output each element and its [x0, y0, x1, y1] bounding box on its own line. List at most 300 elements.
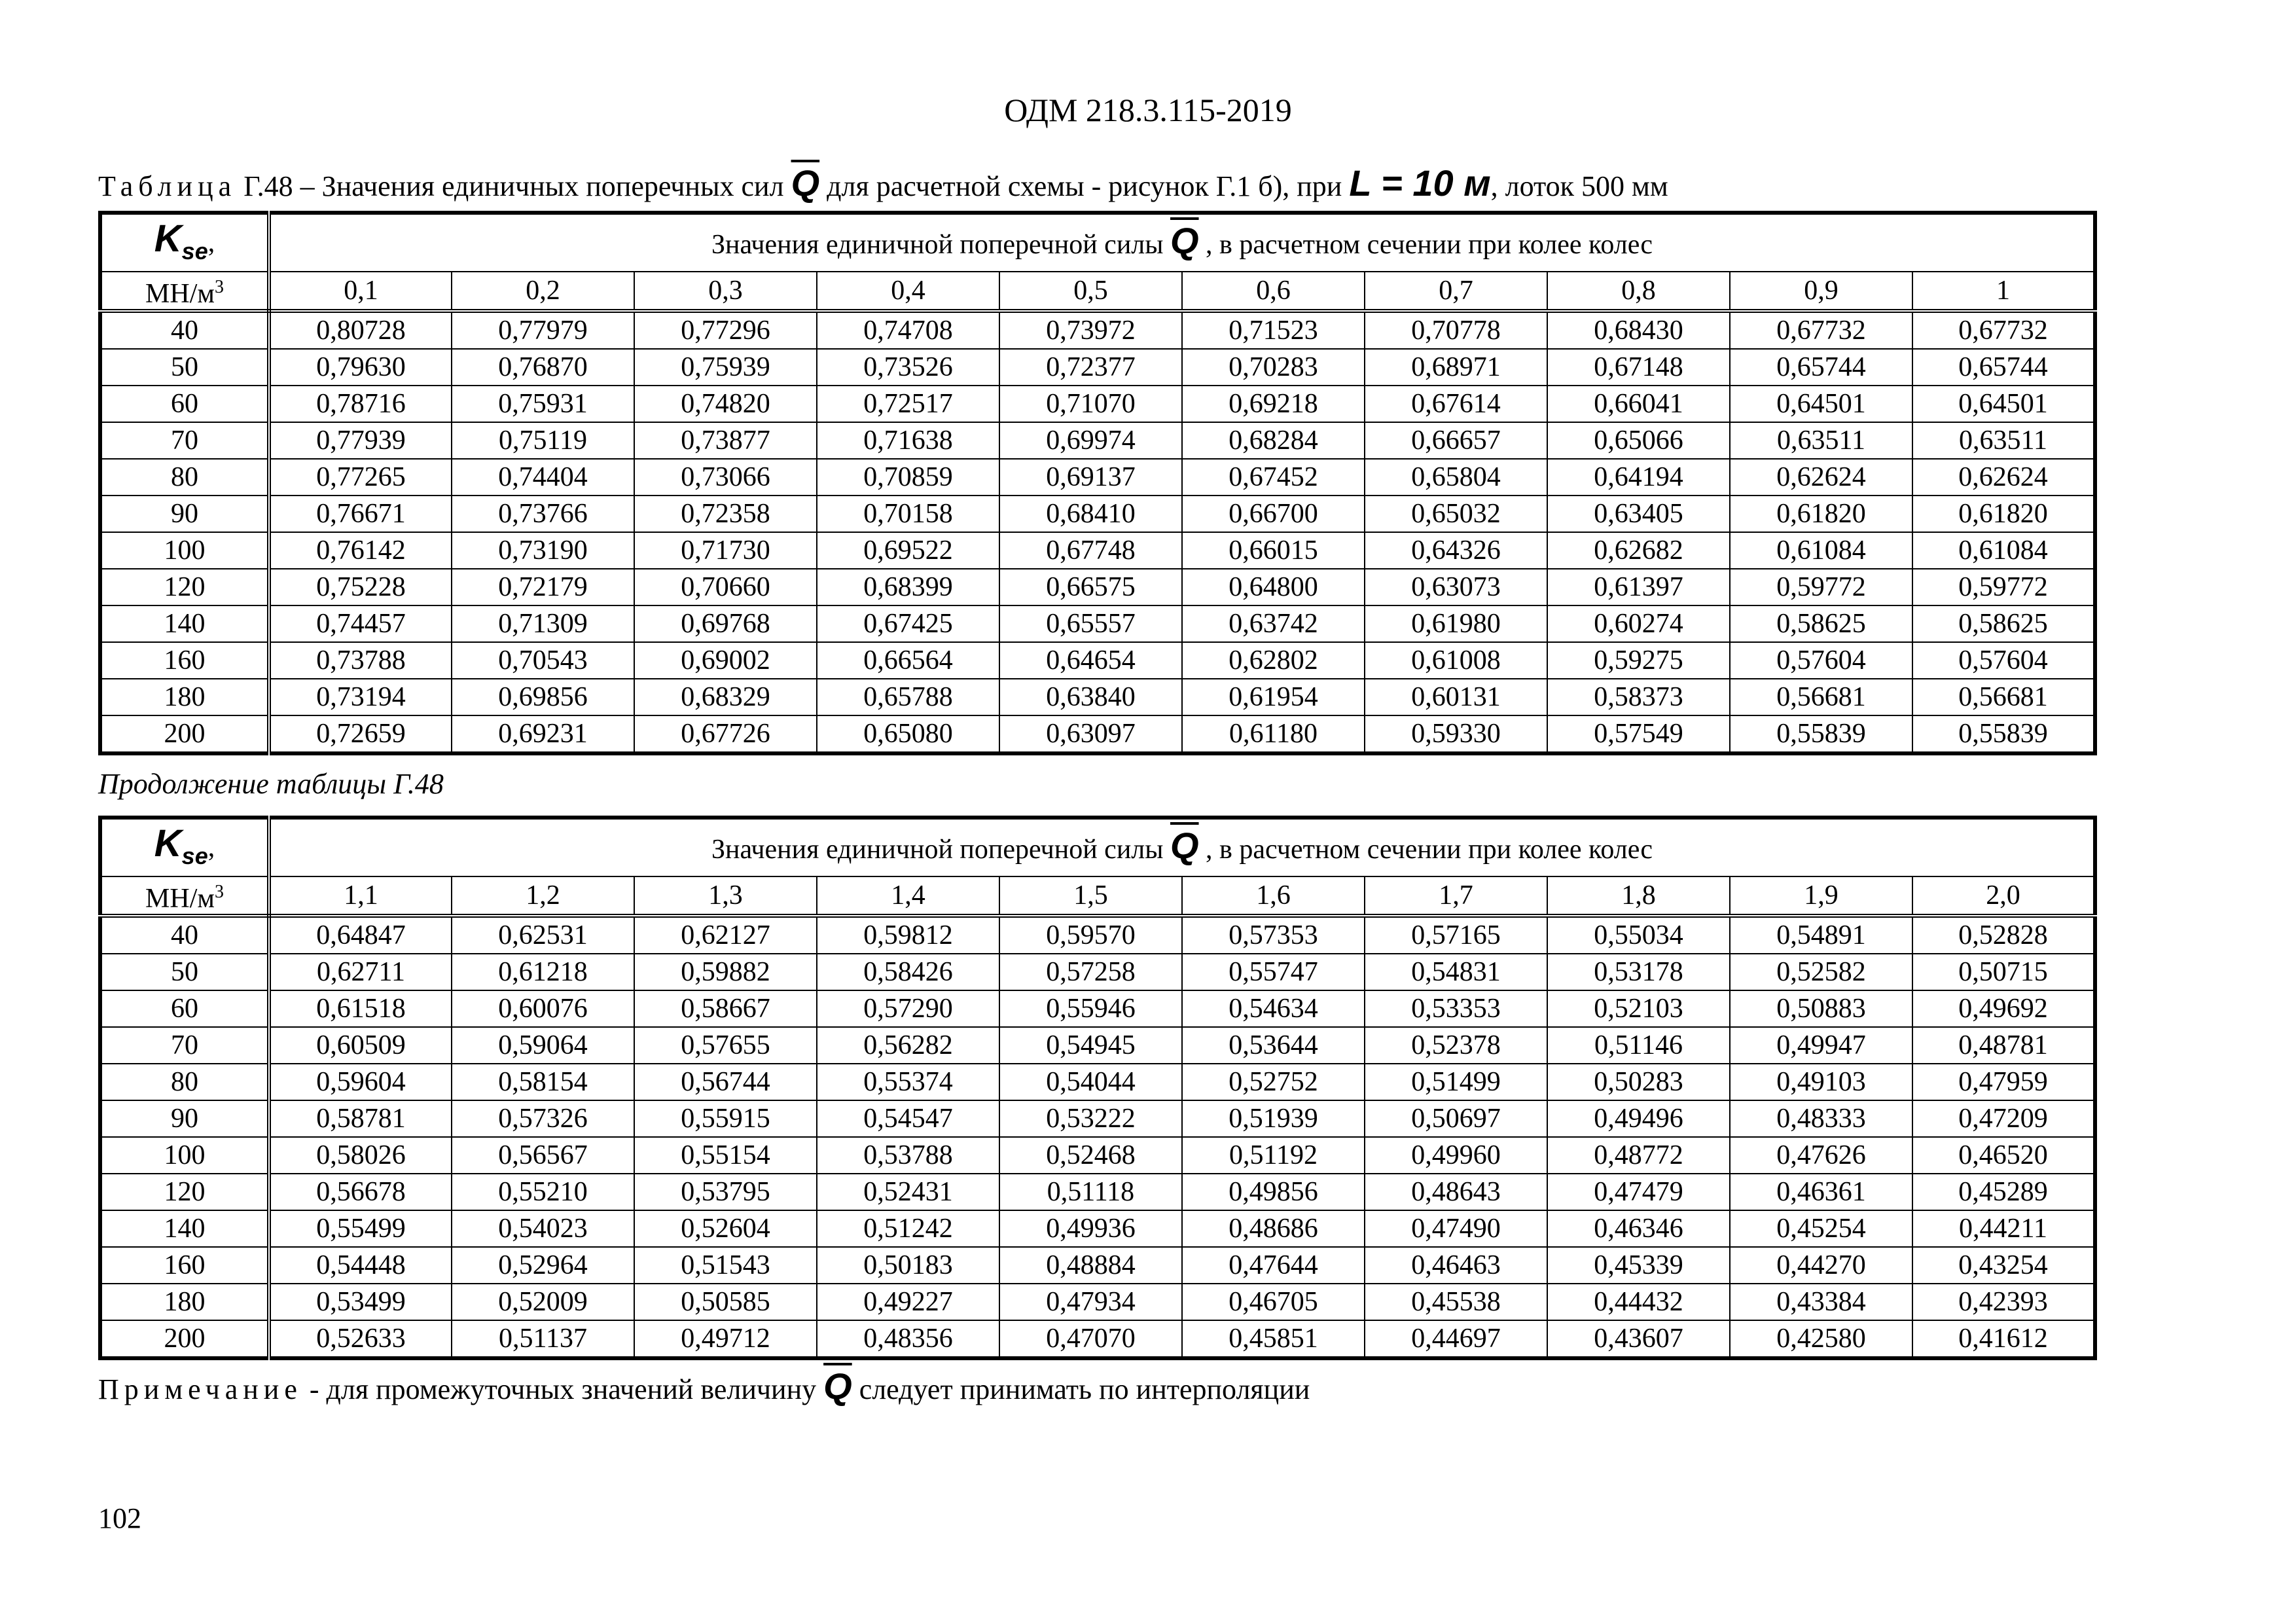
table-cell: 0,73190 [452, 532, 634, 569]
table-row [100, 715, 2095, 753]
note-label: Примечание [98, 1373, 302, 1405]
table-cell: 0,68410 [999, 496, 1182, 532]
table-cell: 0,62711 [269, 954, 452, 990]
span-header-q-symbol: $\overline{Q}$ [1170, 220, 1199, 261]
column-header: 1,4 [817, 876, 999, 916]
table-row [100, 1247, 2095, 1284]
table-cell: 0,79630 [269, 349, 452, 386]
table-cell: 0,42580 [1730, 1320, 1912, 1358]
table-cell: 0,45851 [1182, 1320, 1365, 1358]
k-symbol-cell [100, 818, 269, 876]
table-cell: 0,64194 [1547, 459, 1730, 496]
table-cell: 0,57604 [1912, 642, 2095, 679]
column-header: 1,9 [1730, 876, 1912, 916]
column-header: 0,4 [817, 272, 999, 311]
table-cell: 0,72179 [452, 569, 634, 605]
table-cell: 0,67452 [1182, 459, 1365, 496]
table-cell: 0,52604 [634, 1210, 817, 1247]
table-cell: 0,52009 [452, 1284, 634, 1320]
table-cell: 0,64501 [1912, 386, 2095, 422]
table-cell: 0,51146 [1547, 1027, 1730, 1064]
header-row-span [100, 818, 2095, 876]
table-cell: 0,59064 [452, 1027, 634, 1064]
table-cell: 0,71523 [1182, 311, 1365, 349]
caption-table-word: Таблица [98, 170, 237, 202]
row-k-value: 100 [100, 532, 269, 569]
k-comma: , [207, 833, 215, 863]
table-cell: 0,56681 [1730, 679, 1912, 715]
table-cell: 0,54891 [1730, 916, 1912, 954]
table-cell: 0,52964 [452, 1247, 634, 1284]
table-cell: 0,63742 [1182, 605, 1365, 642]
table-cell: 0,78716 [269, 386, 452, 422]
table-cell: 0,64800 [1182, 569, 1365, 605]
table-row [100, 1320, 2095, 1358]
table-row [100, 1027, 2095, 1064]
row-k-value: 40 [100, 311, 269, 349]
table-cell: 0,47479 [1547, 1174, 1730, 1210]
table-row [100, 386, 2095, 422]
k-unit-cell [100, 272, 269, 311]
table-cell: 0,61008 [1365, 642, 1547, 679]
table-cell: 0,59330 [1365, 715, 1547, 753]
table-cell: 0,61218 [452, 954, 634, 990]
span-header-text-after: , в расчетном сечении при колее колес [1206, 230, 1653, 260]
table-cell: 0,61084 [1730, 532, 1912, 569]
table-cell: 0,53353 [1365, 990, 1547, 1027]
table-cell: 0,59570 [999, 916, 1182, 954]
table-cell: 0,52378 [1365, 1027, 1547, 1064]
table-cell: 0,43607 [1547, 1320, 1730, 1358]
table-cell: 0,43254 [1912, 1247, 2095, 1284]
table-cell: 0,70158 [817, 496, 999, 532]
row-k-value: 90 [100, 496, 269, 532]
row-k-value: 60 [100, 990, 269, 1027]
column-header: 0,3 [634, 272, 817, 311]
table-cell: 0,62802 [1182, 642, 1365, 679]
table-row [100, 679, 2095, 715]
table-cell: 0,51242 [817, 1210, 999, 1247]
table-cell: 0,61180 [1182, 715, 1365, 753]
table-cell: 0,71070 [999, 386, 1182, 422]
column-header: 0,7 [1365, 272, 1547, 311]
table-cell: 0,80728 [269, 311, 452, 349]
table-cell: 0,48781 [1912, 1027, 2095, 1064]
column-header: 1,7 [1365, 876, 1547, 916]
table-cell: 0,72659 [269, 715, 452, 753]
table-row [100, 311, 2095, 349]
table-cell: 0,63097 [999, 715, 1182, 753]
table-cell: 0,65557 [999, 605, 1182, 642]
table-cell: 0,46520 [1912, 1137, 2095, 1174]
row-k-value: 120 [100, 569, 269, 605]
table-cell: 0,67748 [999, 532, 1182, 569]
table-cell: 0,71309 [452, 605, 634, 642]
table-cell: 0,57604 [1730, 642, 1912, 679]
table-cell: 0,69856 [452, 679, 634, 715]
table-cell: 0,63073 [1365, 569, 1547, 605]
table-cell: 0,61820 [1730, 496, 1912, 532]
table-cell: 0,66041 [1547, 386, 1730, 422]
table-cell: 0,59772 [1730, 569, 1912, 605]
table-cell: 0,46361 [1730, 1174, 1912, 1210]
table-row [100, 990, 2095, 1027]
table-cell: 0,72517 [817, 386, 999, 422]
table-cell: 0,50183 [817, 1247, 999, 1284]
table-cell: 0,44697 [1365, 1320, 1547, 1358]
k-subscript: se [181, 842, 208, 869]
table-cell: 0,73194 [269, 679, 452, 715]
column-header: 1 [1912, 272, 2095, 311]
table-cell: 0,52431 [817, 1174, 999, 1210]
row-k-value: 200 [100, 1320, 269, 1358]
table-cell: 0,55210 [452, 1174, 634, 1210]
table-cell: 0,53178 [1547, 954, 1730, 990]
table-cell: 0,51499 [1365, 1064, 1547, 1100]
table-cell: 0,70283 [1182, 349, 1365, 386]
table-cell: 0,65788 [817, 679, 999, 715]
table-row [100, 459, 2095, 496]
table-cell: 0,51543 [634, 1247, 817, 1284]
table-cell: 0,61980 [1365, 605, 1547, 642]
table-cell: 0,49856 [1182, 1174, 1365, 1210]
table-cell: 0,50585 [634, 1284, 817, 1320]
table-cell: 0,54945 [999, 1027, 1182, 1064]
table-cell: 0,45289 [1912, 1174, 2095, 1210]
table-cell: 0,50715 [1912, 954, 2095, 990]
table-row [100, 954, 2095, 990]
column-header: 1,3 [634, 876, 817, 916]
table-cell: 0,49712 [634, 1320, 817, 1358]
table-cell: 0,64847 [269, 916, 452, 954]
table-row [100, 1210, 2095, 1247]
table-cell: 0,73972 [999, 311, 1182, 349]
k-unit: МН/м [145, 279, 215, 309]
table-cell: 0,67726 [634, 715, 817, 753]
table-cell: 0,65744 [1730, 349, 1912, 386]
table-row [100, 569, 2095, 605]
table-caption [98, 164, 1668, 206]
table-cell: 0,65804 [1365, 459, 1547, 496]
table-cell: 0,45254 [1730, 1210, 1912, 1247]
table-row [100, 916, 2095, 954]
table-row [100, 1174, 2095, 1210]
table-cell: 0,68430 [1547, 311, 1730, 349]
column-header: 0,1 [269, 272, 452, 311]
table-cell: 0,52103 [1547, 990, 1730, 1027]
table-cell: 0,56681 [1912, 679, 2095, 715]
table-row [100, 349, 2095, 386]
table-cell: 0,66564 [817, 642, 999, 679]
table-cell: 0,75119 [452, 422, 634, 459]
table-cell: 0,54023 [452, 1210, 634, 1247]
table-cell: 0,70543 [452, 642, 634, 679]
k-symbol: K [154, 822, 182, 865]
column-header: 2,0 [1912, 876, 2095, 916]
table-cell: 0,61518 [269, 990, 452, 1027]
table-cell: 0,57353 [1182, 916, 1365, 954]
table-cell: 0,63511 [1912, 422, 2095, 459]
table-cell: 0,51137 [452, 1320, 634, 1358]
table-cell: 0,49936 [999, 1210, 1182, 1247]
span-header-text-before: Значения единичной поперечной силы [711, 230, 1164, 260]
data-table-2 [98, 816, 2097, 1360]
table-cell: 0,47490 [1365, 1210, 1547, 1247]
table-cell: 0,69522 [817, 532, 999, 569]
table-cell: 0,73788 [269, 642, 452, 679]
table-cell: 0,67732 [1730, 311, 1912, 349]
table-cell: 0,69768 [634, 605, 817, 642]
table-cell: 0,54831 [1365, 954, 1547, 990]
k-unit-sup: 3 [214, 882, 224, 902]
table-cell: 0,47934 [999, 1284, 1182, 1320]
table-cell: 0,46346 [1547, 1210, 1730, 1247]
table-cell: 0,62682 [1547, 532, 1730, 569]
table-cell: 0,77265 [269, 459, 452, 496]
table-cell: 0,53795 [634, 1174, 817, 1210]
table-cell: 0,65066 [1547, 422, 1730, 459]
table-cell: 0,53499 [269, 1284, 452, 1320]
table-cell: 0,71638 [817, 422, 999, 459]
table-cell: 0,54448 [269, 1247, 452, 1284]
column-header: 1,5 [999, 876, 1182, 916]
table-cell: 0,57290 [817, 990, 999, 1027]
data-table-1 [98, 211, 2097, 755]
table-cell: 0,66657 [1365, 422, 1547, 459]
table-cell: 0,75228 [269, 569, 452, 605]
span-header [269, 213, 2095, 272]
table-cell: 0,68284 [1182, 422, 1365, 459]
table-row [100, 1100, 2095, 1137]
document-code-header: ОДМ 218.3.115-2019 [1004, 92, 1292, 128]
row-k-value: 70 [100, 422, 269, 459]
table-cell: 0,71730 [634, 532, 817, 569]
table-cell: 0,65080 [817, 715, 999, 753]
table-cell: 0,51939 [1182, 1100, 1365, 1137]
row-k-value: 70 [100, 1027, 269, 1064]
row-k-value: 80 [100, 459, 269, 496]
table-row [100, 422, 2095, 459]
table-cell: 0,77296 [634, 311, 817, 349]
table-row [100, 496, 2095, 532]
table-cell: 0,54547 [817, 1100, 999, 1137]
column-header: 1,6 [1182, 876, 1365, 916]
table-cell: 0,65032 [1365, 496, 1547, 532]
table-row [100, 532, 2095, 569]
table-cell: 0,61397 [1547, 569, 1730, 605]
table-cell: 0,68971 [1365, 349, 1547, 386]
span-header [269, 818, 2095, 876]
table-cell: 0,67614 [1365, 386, 1547, 422]
table-cell: 0,49692 [1912, 990, 2095, 1027]
table-cell: 0,48686 [1182, 1210, 1365, 1247]
table-cell: 0,49496 [1547, 1100, 1730, 1137]
table-cell: 0,58781 [269, 1100, 452, 1137]
row-k-value: 50 [100, 954, 269, 990]
table-cell: 0,60274 [1547, 605, 1730, 642]
table-cell: 0,58667 [634, 990, 817, 1027]
k-subscript: se [181, 238, 208, 264]
table-cell: 0,69218 [1182, 386, 1365, 422]
table-cell: 0,76671 [269, 496, 452, 532]
table-cell: 0,76142 [269, 532, 452, 569]
table-cell: 0,74404 [452, 459, 634, 496]
row-k-value: 180 [100, 679, 269, 715]
table-cell: 0,47070 [999, 1320, 1182, 1358]
table-cell: 0,48772 [1547, 1137, 1730, 1174]
row-k-value: 50 [100, 349, 269, 386]
table-cell: 0,57549 [1547, 715, 1730, 753]
table-cell: 0,68399 [817, 569, 999, 605]
row-k-value: 160 [100, 642, 269, 679]
table-cell: 0,62624 [1730, 459, 1912, 496]
table-cell: 0,70660 [634, 569, 817, 605]
header-row-span [100, 213, 2095, 272]
column-header: 1,2 [452, 876, 634, 916]
caption-l-symbol: L = 10 м [1349, 162, 1491, 204]
continuation-label: Продолжение таблицы Г.48 [98, 768, 444, 800]
table-cell: 0,70778 [1365, 311, 1547, 349]
table-cell: 0,58373 [1547, 679, 1730, 715]
table-cell: 0,62531 [452, 916, 634, 954]
table-cell: 0,58026 [269, 1137, 452, 1174]
table-cell: 0,57258 [999, 954, 1182, 990]
table-cell: 0,43384 [1730, 1284, 1912, 1320]
span-header-text-before: Значения единичной поперечной силы [711, 835, 1164, 865]
table-cell: 0,75931 [452, 386, 634, 422]
table-cell: 0,59812 [817, 916, 999, 954]
table-cell: 0,44270 [1730, 1247, 1912, 1284]
table-cell: 0,47959 [1912, 1064, 2095, 1100]
table-cell: 0,55839 [1730, 715, 1912, 753]
table-cell: 0,68329 [634, 679, 817, 715]
table-cell: 0,73526 [817, 349, 999, 386]
table-cell: 0,55154 [634, 1137, 817, 1174]
table-cell: 0,61954 [1182, 679, 1365, 715]
table-row [100, 1064, 2095, 1100]
table-cell: 0,67425 [817, 605, 999, 642]
column-header: 1,1 [269, 876, 452, 916]
table-cell: 0,63511 [1730, 422, 1912, 459]
table-cell: 0,59604 [269, 1064, 452, 1100]
table-cell: 0,74820 [634, 386, 817, 422]
table-cell: 0,58625 [1730, 605, 1912, 642]
table-cell: 0,52633 [269, 1320, 452, 1358]
table-cell: 0,66015 [1182, 532, 1365, 569]
table-cell: 0,55034 [1547, 916, 1730, 954]
table-cell: 0,67732 [1912, 311, 2095, 349]
note-text-before-q: - для промежуточных значений величину [309, 1373, 817, 1405]
table-cell: 0,50283 [1547, 1064, 1730, 1100]
table-cell: 0,69974 [999, 422, 1182, 459]
row-k-value: 140 [100, 605, 269, 642]
column-header: 0,9 [1730, 272, 1912, 311]
table-cell: 0,52752 [1182, 1064, 1365, 1100]
table-cell: 0,69137 [999, 459, 1182, 496]
table-cell: 0,44432 [1547, 1284, 1730, 1320]
table-cell: 0,53788 [817, 1137, 999, 1174]
table-cell: 0,54044 [999, 1064, 1182, 1100]
header-row-gauge [100, 876, 2095, 916]
table-cell: 0,56282 [817, 1027, 999, 1064]
column-header: 0,2 [452, 272, 634, 311]
table-cell: 0,67148 [1547, 349, 1730, 386]
table-cell: 0,61820 [1912, 496, 2095, 532]
table-cell: 0,49103 [1730, 1064, 1912, 1100]
table-cell: 0,58154 [452, 1064, 634, 1100]
table-cell: 0,61084 [1912, 532, 2095, 569]
k-comma: , [207, 228, 215, 258]
table-cell: 0,55946 [999, 990, 1182, 1027]
table-cell: 0,49227 [817, 1284, 999, 1320]
table-cell: 0,59772 [1912, 569, 2095, 605]
table-cell: 0,57165 [1365, 916, 1547, 954]
table-cell: 0,52468 [999, 1137, 1182, 1174]
column-header: 0,6 [1182, 272, 1365, 311]
table-cell: 0,45538 [1365, 1284, 1547, 1320]
row-k-value: 120 [100, 1174, 269, 1210]
table-cell: 0,57326 [452, 1100, 634, 1137]
footnote [98, 1367, 1310, 1409]
table-cell: 0,47626 [1730, 1137, 1912, 1174]
table-cell: 0,58625 [1912, 605, 2095, 642]
table-cell: 0,55839 [1912, 715, 2095, 753]
table-cell: 0,51192 [1182, 1137, 1365, 1174]
table-cell: 0,48884 [999, 1247, 1182, 1284]
k-unit-cell [100, 876, 269, 916]
row-k-value: 100 [100, 1137, 269, 1174]
table-row [100, 605, 2095, 642]
table-cell: 0,52582 [1730, 954, 1912, 990]
table-cell: 0,46463 [1365, 1247, 1547, 1284]
table-row [100, 1137, 2095, 1174]
row-k-value: 80 [100, 1064, 269, 1100]
table-cell: 0,63840 [999, 679, 1182, 715]
table-cell: 0,62624 [1912, 459, 2095, 496]
table-cell: 0,70859 [817, 459, 999, 496]
table-cell: 0,69231 [452, 715, 634, 753]
table-cell: 0,55915 [634, 1100, 817, 1137]
table-cell: 0,69002 [634, 642, 817, 679]
table-cell: 0,59275 [1547, 642, 1730, 679]
table-cell: 0,55374 [817, 1064, 999, 1100]
table-cell: 0,56567 [452, 1137, 634, 1174]
table-cell: 0,72377 [999, 349, 1182, 386]
table-cell: 0,74457 [269, 605, 452, 642]
span-header-text-after: , в расчетном сечении при колее колес [1206, 835, 1653, 865]
table-cell: 0,66575 [999, 569, 1182, 605]
column-header: 0,8 [1547, 272, 1730, 311]
note-text-after-q: следует принимать по интерполяции [859, 1373, 1310, 1405]
table-cell: 0,48643 [1365, 1174, 1547, 1210]
row-k-value: 60 [100, 386, 269, 422]
table-cell: 0,50697 [1365, 1100, 1547, 1137]
table-cell: 0,64326 [1365, 532, 1547, 569]
table-cell: 0,66700 [1182, 496, 1365, 532]
table-cell: 0,57655 [634, 1027, 817, 1064]
table-cell: 0,72358 [634, 496, 817, 532]
table-cell: 0,54634 [1182, 990, 1365, 1027]
table-cell: 0,63405 [1547, 496, 1730, 532]
table-row [100, 1284, 2095, 1320]
row-k-value: 180 [100, 1284, 269, 1320]
column-header: 1,8 [1547, 876, 1730, 916]
page-number: 102 [98, 1502, 141, 1534]
table-cell: 0,45339 [1547, 1247, 1730, 1284]
k-symbol: K [154, 217, 182, 260]
table-cell: 0,64501 [1730, 386, 1912, 422]
table-cell: 0,55499 [269, 1210, 452, 1247]
